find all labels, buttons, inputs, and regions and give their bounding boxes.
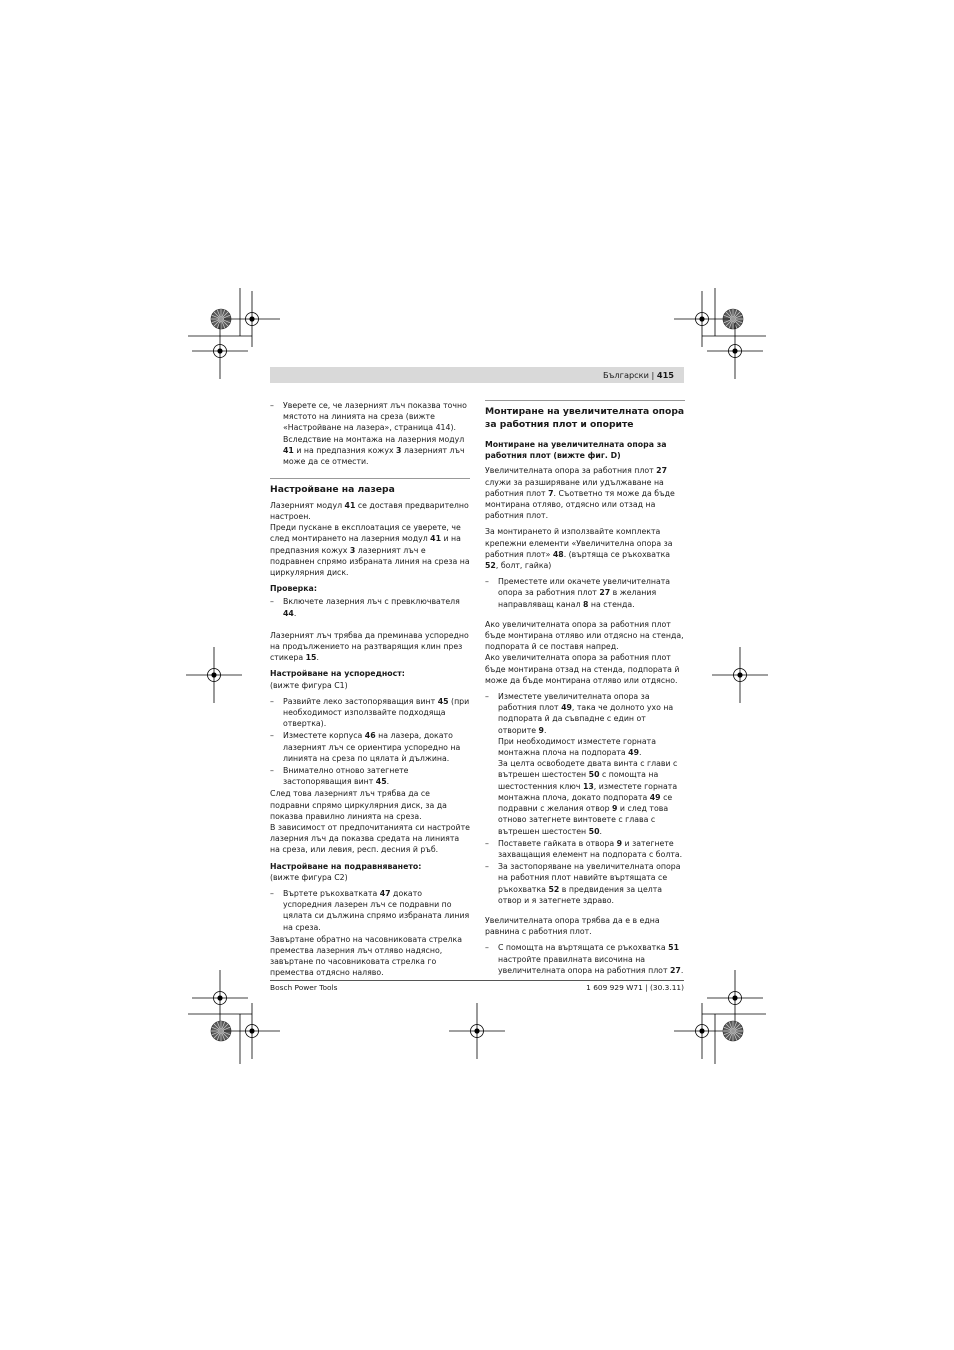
section-title-table-extension: Монтиране на увеличителната опора за работния плот и опорите	[485, 400, 685, 431]
paragraph: Ако увеличителната опора за работния плот бъде монтирана отляво или отдясно на стенда, подпората й се поставя напред.	[485, 619, 684, 652]
paragraph: Увеличителната опора за работния плот 27 служи за разширяване или удължаване на работния плот 7. Съответно тя може да бъде монтирана отляво, отдясно или отзад на работния плот.	[485, 466, 675, 521]
parallel-list	[270, 696, 470, 788]
list-item: – Изместете увеличителната опора за работния плот 49, така че долното ухо на подпората й да съвпадне с един от отворите 9. При необходимост изместете горната монтажна плоча на подпората 49. За целта освободете двата винта с глави с вътрешен шестостен 50 с помощта на шестостенния ключ 13, изместете горната монтажна плоча, докато подпората 49 се подравни с желания отвор 9 и след това отново затегнете винтовете с глава с вътрешен шестостен 50.	[485, 692, 678, 836]
paragraph: Ако увеличителната опора за работния плот бъде монтирана отзад на стенда, подпората й може да бъде монтирана отляво или отдясно.	[485, 653, 680, 685]
list-item: – Включете лазерния лъч с превключвателя 44.	[270, 597, 460, 618]
paragraph: Преди пускане в експлоатация се уверете, че след монтирането на лазерния модул 41 и на предпазния кожух 3 лазерният лъч е подравнен спрямо избраната линия на среза на циркулярния диск.	[270, 523, 470, 577]
header-separator: |	[648, 370, 657, 380]
subheading-alignment: Настройване на подравняването:	[270, 861, 422, 871]
list-item: – Преместете или окачете увеличителната опора за работния плот 27 в желания направляващ канал 8 на стенда.	[485, 577, 671, 609]
list-item: – Поставете гайката в отвора 9 и затегнете захващащия елемент на подпората с болта.	[485, 838, 683, 859]
left-column	[270, 400, 470, 984]
list-item: – Внимателно отново затегнете застопоряващия винт 45.	[270, 765, 409, 787]
list-item: – Изместете корпуса 46 на лазера, докато лазерният лъч се ориентира успоредно на линията на среза по цялата ѝ дължина.	[270, 731, 461, 763]
footer-rule	[270, 980, 684, 981]
page-header-bar	[270, 367, 684, 383]
subheading-table-extension: Монтиране на увеличителната опора за работния плот (вижте фиг. D)	[485, 440, 667, 461]
page-header	[603, 370, 674, 380]
language-label: Български	[603, 370, 649, 380]
section-title-laser-adjust: Настройване на лазера	[270, 478, 470, 497]
paragraph: След това лазерният лъч трябва да се подравни спрямо циркулярния диск, за да показва правилно линията на среза.	[270, 789, 447, 821]
paragraph: Лазерният модул 41 се доставя предварително настроен.	[270, 500, 469, 521]
paragraph: Завъртане обратно на часовниковата стрелка премества лазерния лъч отляво надясно, завъртане по часовниковата стрелка го премества отдясно наляво.	[270, 934, 462, 978]
paragraph: Лазерният лъч трябва да преминава успоредно на продължението на разтварящия клин през стикера 15.	[270, 630, 469, 663]
list-item: – С помощта на въртящата се ръкохватка 51 настройте правилната височина на увеличителната опора на работния плот 27.	[485, 943, 684, 975]
footer-doc-code: 1 609 929 W71 | (30.3.11)	[586, 983, 684, 992]
subheading-check: Проверка:	[270, 584, 317, 594]
figure-ref: (вижте фигура C2)	[270, 872, 348, 882]
paragraph: За монтирането й използвайте комплекта крепежни елементи «Увеличителна опора за работния плот» 48. (въртяща се ръкохватка 52, болт, гайка)	[485, 527, 673, 571]
list-item: – За застопоряване на увеличителната опора на работния плот навийте въртящата се ръкохватка 52 в предвидения за целта отвор и я затегнете здраво.	[485, 862, 681, 905]
page-number: 415	[656, 370, 674, 380]
footer-brand: Bosch Power Tools	[270, 983, 338, 992]
list-item: – Уверете се, че лазерният лъч показва точно мястото на линията на среза (вижте «Настройване на лазера», страница 414). Вследствие на монтажа на лазерния модул 41 и на предпазния кожух 3 лазерният лъч може да се отмести.	[270, 401, 467, 467]
right-column	[485, 400, 685, 977]
subheading-parallel: Настройване на успоредност:	[270, 669, 405, 679]
list-item: – Развийте леко застопоряващия винт 45 (при необходимост използвайте подходяща отвертка).	[270, 696, 470, 729]
paragraph: В зависимост от предпочитанията си настройте лазерния лъч да показва средата на линията на среза, или левия, респ. десния й ръб.	[270, 823, 470, 855]
list-item: – Въртете ръкохватката 47 докато успоредния лазерен лъч се подравни по цялата си дължина спрямо избраната линия на среза.	[270, 889, 470, 932]
paragraph: Увеличителната опора трябва да е в една равнина с работния плот.	[485, 915, 660, 937]
figure-ref: (вижте фигура C1)	[270, 680, 348, 690]
